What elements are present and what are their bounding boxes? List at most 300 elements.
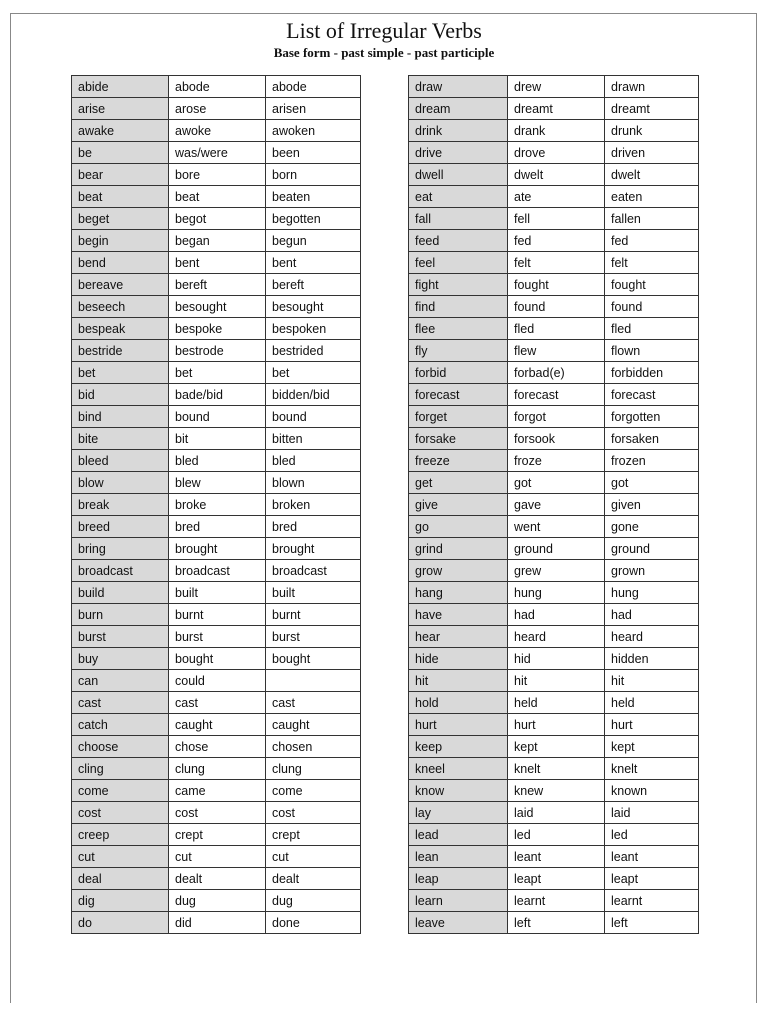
base-form-cell: buy (72, 648, 169, 670)
base-form-cell: know (409, 780, 508, 802)
verb-row (409, 340, 699, 362)
verb-row (409, 362, 699, 384)
base-form-cell: broadcast (72, 560, 169, 582)
document-title: List of Irregular Verbs (286, 18, 482, 43)
past-participle-cell: abode (266, 76, 361, 98)
past-participle-cell: come (266, 780, 361, 802)
past-simple-cell: knelt (508, 758, 605, 780)
base-form-cell: bespeak (72, 318, 169, 340)
past-participle-cell: flown (605, 340, 699, 362)
base-form-cell: bend (72, 252, 169, 274)
base-form-cell: build (72, 582, 169, 604)
verb-row (72, 428, 361, 450)
base-form-cell: have (409, 604, 508, 626)
verb-row (72, 890, 361, 912)
past-simple-cell: learnt (508, 890, 605, 912)
past-participle-cell: leant (605, 846, 699, 868)
past-participle-cell: burst (266, 626, 361, 648)
base-form-cell: feed (409, 230, 508, 252)
verb-row (409, 164, 699, 186)
past-participle-cell: hidden (605, 648, 699, 670)
verb-row (72, 802, 361, 824)
base-form-cell: forsake (409, 428, 508, 450)
past-simple-cell: bent (169, 252, 266, 274)
base-form-cell: burn (72, 604, 169, 626)
past-participle-cell: born (266, 164, 361, 186)
base-form-cell: forbid (409, 362, 508, 384)
past-participle-cell: dreamt (605, 98, 699, 120)
past-simple-cell: began (169, 230, 266, 252)
past-simple-cell: was/were (169, 142, 266, 164)
verb-row (409, 780, 699, 802)
past-participle-cell: bled (266, 450, 361, 472)
past-simple-cell: caught (169, 714, 266, 736)
base-form-cell: lead (409, 824, 508, 846)
verb-row (409, 912, 699, 934)
past-participle-cell: frozen (605, 450, 699, 472)
past-simple-cell: cut (169, 846, 266, 868)
document-subtitle: Base form - past simple - past participle (273, 45, 495, 60)
verb-row (72, 516, 361, 538)
verb-row (409, 670, 699, 692)
verb-row (409, 428, 699, 450)
past-participle-cell: bound (266, 406, 361, 428)
past-participle-cell: bet (266, 362, 361, 384)
past-participle-cell: done (266, 912, 361, 934)
past-simple-cell: bred (169, 516, 266, 538)
verb-row (409, 846, 699, 868)
past-simple-cell: could (169, 670, 266, 692)
verb-row (409, 494, 699, 516)
base-form-cell: learn (409, 890, 508, 912)
verb-row (72, 758, 361, 780)
verb-row (409, 648, 699, 670)
base-form-cell: cost (72, 802, 169, 824)
past-simple-cell: begot (169, 208, 266, 230)
verb-row (409, 472, 699, 494)
verb-row (409, 98, 699, 120)
past-simple-cell: hurt (508, 714, 605, 736)
past-participle-cell: had (605, 604, 699, 626)
base-form-cell: bleed (72, 450, 169, 472)
base-form-cell: break (72, 494, 169, 516)
verb-row (409, 406, 699, 428)
past-simple-cell: forsook (508, 428, 605, 450)
verb-row (409, 76, 699, 98)
past-simple-cell: led (508, 824, 605, 846)
past-simple-cell: bore (169, 164, 266, 186)
base-form-cell: bet (72, 362, 169, 384)
verb-row (72, 626, 361, 648)
past-simple-cell: forgot (508, 406, 605, 428)
past-participle-cell: hung (605, 582, 699, 604)
past-participle-cell: fed (605, 230, 699, 252)
past-simple-cell: gave (508, 494, 605, 516)
verb-table-right (408, 75, 699, 934)
base-form-cell: dream (409, 98, 508, 120)
verb-row (72, 252, 361, 274)
base-form-cell: cut (72, 846, 169, 868)
past-simple-cell: built (169, 582, 266, 604)
past-simple-cell: besought (169, 296, 266, 318)
past-participle-cell: dug (266, 890, 361, 912)
base-form-cell: leap (409, 868, 508, 890)
past-participle-cell: fallen (605, 208, 699, 230)
verb-row (72, 648, 361, 670)
verb-row (409, 868, 699, 890)
past-simple-cell: bet (169, 362, 266, 384)
past-simple-cell: hid (508, 648, 605, 670)
base-form-cell: kneel (409, 758, 508, 780)
past-simple-cell: dwelt (508, 164, 605, 186)
base-form-cell: cast (72, 692, 169, 714)
verb-row (409, 758, 699, 780)
base-form-cell: breed (72, 516, 169, 538)
past-simple-cell: awoke (169, 120, 266, 142)
past-simple-cell: drew (508, 76, 605, 98)
past-participle-cell: clung (266, 758, 361, 780)
base-form-cell: give (409, 494, 508, 516)
past-participle-cell: bent (266, 252, 361, 274)
past-participle-cell: brought (266, 538, 361, 560)
verb-row (409, 208, 699, 230)
past-simple-cell: fell (508, 208, 605, 230)
past-simple-cell: bled (169, 450, 266, 472)
verb-row (72, 780, 361, 802)
verb-row (409, 274, 699, 296)
past-participle-cell: forbidden (605, 362, 699, 384)
past-simple-cell: had (508, 604, 605, 626)
past-simple-cell: hit (508, 670, 605, 692)
past-participle-cell: cost (266, 802, 361, 824)
base-form-cell: drive (409, 142, 508, 164)
base-form-cell: go (409, 516, 508, 538)
verb-row (72, 494, 361, 516)
past-participle-cell: blown (266, 472, 361, 494)
verb-row (72, 340, 361, 362)
past-simple-cell: crept (169, 824, 266, 846)
past-participle-cell: known (605, 780, 699, 802)
base-form-cell: awake (72, 120, 169, 142)
past-participle-cell: bitten (266, 428, 361, 450)
verb-row (72, 384, 361, 406)
past-simple-cell: felt (508, 252, 605, 274)
verb-row (72, 450, 361, 472)
verb-row (72, 296, 361, 318)
past-simple-cell: chose (169, 736, 266, 758)
verb-row (409, 626, 699, 648)
base-form-cell: cling (72, 758, 169, 780)
past-participle-cell: caught (266, 714, 361, 736)
base-form-cell: bestride (72, 340, 169, 362)
past-simple-cell: leapt (508, 868, 605, 890)
verb-row (409, 604, 699, 626)
base-form-cell: forget (409, 406, 508, 428)
base-form-cell: drink (409, 120, 508, 142)
past-simple-cell: ground (508, 538, 605, 560)
past-participle-cell: gone (605, 516, 699, 538)
past-simple-cell: drank (508, 120, 605, 142)
verb-row (409, 384, 699, 406)
past-participle-cell: dealt (266, 868, 361, 890)
past-simple-cell: grew (508, 560, 605, 582)
verb-row (409, 186, 699, 208)
base-form-cell: eat (409, 186, 508, 208)
past-participle-cell: found (605, 296, 699, 318)
base-form-cell: leave (409, 912, 508, 934)
past-participle-cell: dwelt (605, 164, 699, 186)
past-simple-cell: forbad(e) (508, 362, 605, 384)
verb-row (72, 604, 361, 626)
past-simple-cell: bit (169, 428, 266, 450)
verb-row (72, 868, 361, 890)
verb-row (409, 318, 699, 340)
base-form-cell: fight (409, 274, 508, 296)
base-form-cell: beseech (72, 296, 169, 318)
verb-row (72, 692, 361, 714)
past-participle-cell: cut (266, 846, 361, 868)
base-form-cell: fly (409, 340, 508, 362)
base-form-cell: lay (409, 802, 508, 824)
past-participle-cell: built (266, 582, 361, 604)
past-participle-cell: held (605, 692, 699, 714)
past-participle-cell: bought (266, 648, 361, 670)
verb-row (72, 406, 361, 428)
past-simple-cell: dug (169, 890, 266, 912)
past-simple-cell: beat (169, 186, 266, 208)
verb-row (72, 76, 361, 98)
past-participle-cell: burnt (266, 604, 361, 626)
past-participle-cell: besought (266, 296, 361, 318)
base-form-cell: hear (409, 626, 508, 648)
verb-row (72, 670, 361, 692)
verb-table-left (71, 75, 361, 934)
verb-row (72, 230, 361, 252)
past-participle-cell: got (605, 472, 699, 494)
verb-row (72, 582, 361, 604)
past-simple-cell: broke (169, 494, 266, 516)
past-participle-cell: drawn (605, 76, 699, 98)
past-participle-cell: driven (605, 142, 699, 164)
past-participle-cell: cast (266, 692, 361, 714)
past-simple-cell: bestrode (169, 340, 266, 362)
base-form-cell: bid (72, 384, 169, 406)
past-simple-cell: dealt (169, 868, 266, 890)
verb-row (409, 538, 699, 560)
past-simple-cell: left (508, 912, 605, 934)
past-simple-cell: laid (508, 802, 605, 824)
past-participle-cell: forecast (605, 384, 699, 406)
verb-row (72, 208, 361, 230)
base-form-cell: hide (409, 648, 508, 670)
past-simple-cell: bound (169, 406, 266, 428)
past-simple-cell: held (508, 692, 605, 714)
base-form-cell: catch (72, 714, 169, 736)
base-form-cell: blow (72, 472, 169, 494)
base-form-cell: bring (72, 538, 169, 560)
verb-row (409, 516, 699, 538)
past-simple-cell: brought (169, 538, 266, 560)
base-form-cell: lean (409, 846, 508, 868)
past-simple-cell: burnt (169, 604, 266, 626)
verb-row (72, 714, 361, 736)
base-form-cell: dwell (409, 164, 508, 186)
past-participle-cell: awoken (266, 120, 361, 142)
past-participle-cell: fled (605, 318, 699, 340)
base-form-cell: can (72, 670, 169, 692)
verb-row (72, 472, 361, 494)
base-form-cell: get (409, 472, 508, 494)
verb-row (409, 692, 699, 714)
past-simple-cell: bereft (169, 274, 266, 296)
verb-row (409, 802, 699, 824)
past-participle-cell: bestrided (266, 340, 361, 362)
past-participle-cell: begotten (266, 208, 361, 230)
past-simple-cell: went (508, 516, 605, 538)
past-participle-cell: arisen (266, 98, 361, 120)
past-simple-cell: flew (508, 340, 605, 362)
past-simple-cell: cast (169, 692, 266, 714)
verb-row (409, 736, 699, 758)
past-participle-cell: felt (605, 252, 699, 274)
base-form-cell: beget (72, 208, 169, 230)
verb-row (72, 186, 361, 208)
verb-row (409, 582, 699, 604)
past-simple-cell: abode (169, 76, 266, 98)
base-form-cell: freeze (409, 450, 508, 472)
verb-row (72, 164, 361, 186)
verb-row (72, 98, 361, 120)
base-form-cell: bear (72, 164, 169, 186)
past-simple-cell: kept (508, 736, 605, 758)
past-simple-cell: broadcast (169, 560, 266, 582)
past-simple-cell: heard (508, 626, 605, 648)
verb-row (409, 252, 699, 274)
base-form-cell: dig (72, 890, 169, 912)
past-simple-cell: did (169, 912, 266, 934)
verb-row (72, 846, 361, 868)
past-simple-cell: burst (169, 626, 266, 648)
past-simple-cell: got (508, 472, 605, 494)
past-participle-cell: knelt (605, 758, 699, 780)
past-simple-cell: came (169, 780, 266, 802)
base-form-cell: draw (409, 76, 508, 98)
verb-row (409, 120, 699, 142)
past-participle-cell: bred (266, 516, 361, 538)
past-participle-cell: hurt (605, 714, 699, 736)
base-form-cell: find (409, 296, 508, 318)
verb-row (409, 824, 699, 846)
base-form-cell: feel (409, 252, 508, 274)
verb-row (72, 824, 361, 846)
past-participle-cell: chosen (266, 736, 361, 758)
past-simple-cell: found (508, 296, 605, 318)
past-simple-cell: froze (508, 450, 605, 472)
base-form-cell: bereave (72, 274, 169, 296)
past-participle-cell: crept (266, 824, 361, 846)
past-participle-cell (266, 670, 361, 692)
past-participle-cell: broken (266, 494, 361, 516)
past-participle-cell: eaten (605, 186, 699, 208)
past-participle-cell: drunk (605, 120, 699, 142)
past-participle-cell: been (266, 142, 361, 164)
past-simple-cell: knew (508, 780, 605, 802)
base-form-cell: choose (72, 736, 169, 758)
base-form-cell: hang (409, 582, 508, 604)
base-form-cell: creep (72, 824, 169, 846)
verb-row (72, 560, 361, 582)
past-participle-cell: ground (605, 538, 699, 560)
base-form-cell: keep (409, 736, 508, 758)
past-simple-cell: arose (169, 98, 266, 120)
past-simple-cell: clung (169, 758, 266, 780)
past-simple-cell: blew (169, 472, 266, 494)
base-form-cell: burst (72, 626, 169, 648)
verb-row (72, 142, 361, 164)
past-participle-cell: bidden/bid (266, 384, 361, 406)
past-participle-cell: leapt (605, 868, 699, 890)
past-participle-cell: beaten (266, 186, 361, 208)
past-participle-cell: begun (266, 230, 361, 252)
verb-row (409, 296, 699, 318)
verb-row (72, 736, 361, 758)
base-form-cell: bite (72, 428, 169, 450)
past-simple-cell: dreamt (508, 98, 605, 120)
base-form-cell: grind (409, 538, 508, 560)
verb-row (72, 538, 361, 560)
past-simple-cell: cost (169, 802, 266, 824)
past-participle-cell: fought (605, 274, 699, 296)
past-simple-cell: drove (508, 142, 605, 164)
past-simple-cell: fed (508, 230, 605, 252)
verb-row (72, 120, 361, 142)
past-simple-cell: hung (508, 582, 605, 604)
past-participle-cell: broadcast (266, 560, 361, 582)
past-simple-cell: bespoke (169, 318, 266, 340)
base-form-cell: bind (72, 406, 169, 428)
past-participle-cell: bespoken (266, 318, 361, 340)
past-participle-cell: laid (605, 802, 699, 824)
base-form-cell: forecast (409, 384, 508, 406)
base-form-cell: be (72, 142, 169, 164)
past-participle-cell: hit (605, 670, 699, 692)
base-form-cell: do (72, 912, 169, 934)
past-simple-cell: fought (508, 274, 605, 296)
past-participle-cell: grown (605, 560, 699, 582)
past-participle-cell: learnt (605, 890, 699, 912)
past-participle-cell: kept (605, 736, 699, 758)
base-form-cell: come (72, 780, 169, 802)
base-form-cell: flee (409, 318, 508, 340)
base-form-cell: hurt (409, 714, 508, 736)
past-simple-cell: ate (508, 186, 605, 208)
base-form-cell: arise (72, 98, 169, 120)
past-participle-cell: forgotten (605, 406, 699, 428)
base-form-cell: begin (72, 230, 169, 252)
verb-row (72, 318, 361, 340)
verb-row (409, 142, 699, 164)
past-participle-cell: heard (605, 626, 699, 648)
verb-row (409, 450, 699, 472)
base-form-cell: grow (409, 560, 508, 582)
verb-row (72, 912, 361, 934)
past-simple-cell: bade/bid (169, 384, 266, 406)
verb-row (409, 230, 699, 252)
past-simple-cell: forecast (508, 384, 605, 406)
base-form-cell: hit (409, 670, 508, 692)
past-participle-cell: left (605, 912, 699, 934)
verb-row (72, 362, 361, 384)
